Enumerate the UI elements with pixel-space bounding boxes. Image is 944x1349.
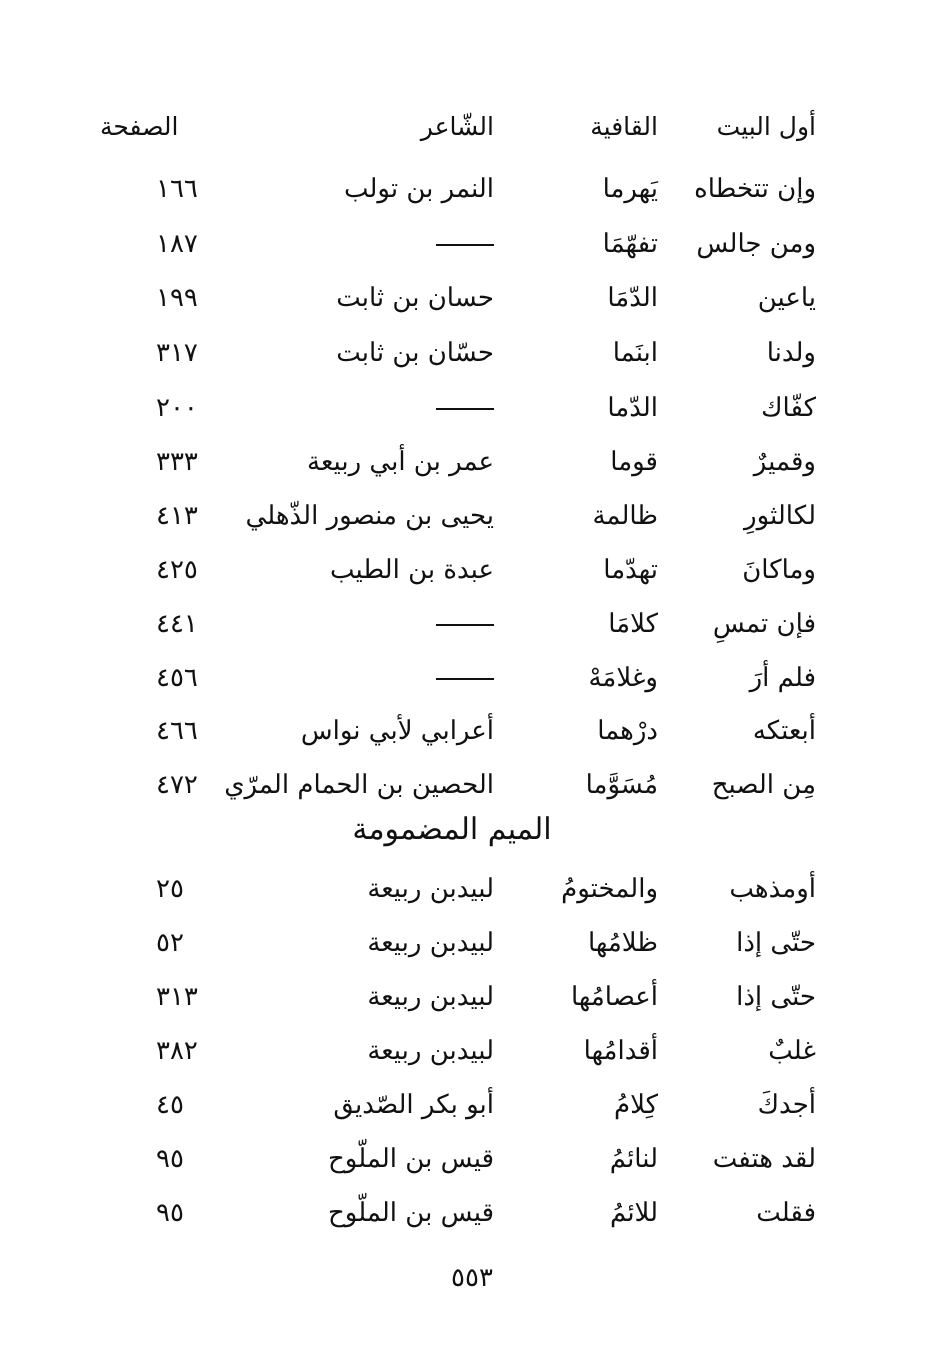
poet-cell: الحصين بن الحمام المرّي (224, 770, 494, 800)
page-cell: ٤٧٢ (156, 770, 198, 800)
header-rhyme: القافية (590, 112, 658, 141)
table-row (0, 1078, 944, 1132)
page-cell: ٤٤١ (156, 609, 198, 639)
table-row (0, 1186, 944, 1240)
first-verse-cell: وإن تتخطاه (694, 174, 816, 204)
page-cell: ٥٢ (156, 928, 184, 958)
table-row (0, 1132, 944, 1186)
rhyme-cell: تفهّمَا (602, 229, 658, 259)
poet-cell: حسّان بن ثابت (336, 338, 494, 368)
page-cell: ٤٦٦ (156, 716, 198, 746)
header-page: الصفحة (100, 112, 179, 141)
table-row (0, 271, 944, 325)
page-cell: ٢٠٠ (156, 393, 198, 423)
rhyme-cell: يَهرما (602, 174, 658, 204)
poet-cell: لبيدبن ربيعة (367, 928, 494, 958)
page-cell: ٣١٧ (156, 338, 198, 368)
page-cell: ١٦٦ (156, 174, 198, 204)
first-verse-cell: ومن جالس (696, 229, 816, 259)
rhyme-cell: والمختومُ (561, 874, 658, 904)
table-row (0, 704, 944, 758)
table-row (0, 543, 944, 597)
rhyme-cell: لنائمُ (609, 1144, 658, 1174)
first-verse-cell: حتّى إذا (736, 928, 816, 958)
first-verse-cell: حتّى إذا (736, 982, 816, 1012)
table-row (0, 758, 944, 812)
first-verse-cell: وماكانَ (742, 555, 816, 585)
page-cell: ١٨٧ (156, 229, 198, 259)
table-header (0, 100, 944, 154)
rhyme-cell: الدّمَا (607, 283, 658, 313)
poet-cell: لبيدبن ربيعة (367, 874, 494, 904)
first-verse-cell: مِن الصبح (711, 770, 816, 800)
page-cell: ٤٥٦ (156, 663, 198, 693)
poet-cell: أعرابي لأبي نواس (300, 716, 494, 746)
rhyme-cell: ظالمة (592, 501, 658, 531)
poet-cell: قيس بن الملّوح (328, 1198, 494, 1228)
header-first-verse: أول البيت (716, 112, 816, 141)
page-number: ٥٥٣ (451, 1263, 493, 1293)
rhyme-cell: الدّما (607, 393, 658, 423)
rhyme-cell: قوما (610, 447, 658, 477)
poet-dash (436, 651, 494, 705)
table-row (0, 916, 944, 970)
first-verse-cell: لكالثورِ (744, 501, 816, 531)
first-verse-cell: ولدنا (766, 338, 816, 368)
section-title (0, 806, 944, 854)
page-cell: ٤٥ (156, 1090, 184, 1120)
header-poet: الشّاعر (420, 112, 494, 141)
rhyme-cell: كلامَا (608, 609, 658, 639)
poet-cell: لبيدبن ربيعة (367, 982, 494, 1012)
poet-dash (436, 217, 494, 271)
page-cell: ٣١٣ (156, 982, 198, 1012)
page-cell: ٤١٣ (156, 501, 198, 531)
page-cell: ٤٢٥ (156, 555, 198, 585)
poet-cell: النمر بن تولب (343, 174, 494, 204)
page-cell: ٩٥ (156, 1198, 184, 1228)
table-row (0, 651, 944, 705)
rhyme-cell: ابنَما (612, 338, 658, 368)
poet-cell: لبيدبن ربيعة (367, 1036, 494, 1066)
poet-dash (436, 381, 494, 435)
rhyme-cell: تهدّما (603, 555, 658, 585)
page-cell: ١٩٩ (156, 283, 198, 313)
rhyme-cell: مُسَوَّما (585, 770, 658, 800)
rhyme-cell: كِلامُ (614, 1090, 658, 1120)
first-verse-cell: أبعتكه (752, 716, 816, 746)
first-verse-cell: كفّاك (761, 393, 816, 423)
table-row (0, 1024, 944, 1078)
table-row (0, 162, 944, 216)
poet-cell: حسان بن ثابت (336, 283, 494, 313)
table-row (0, 970, 944, 1024)
first-verse-cell: أومذهب (729, 874, 816, 904)
first-verse-cell: أجدكَ (757, 1090, 816, 1120)
table-row (0, 597, 944, 651)
poet-cell: قيس بن الملّوح (328, 1144, 494, 1174)
first-verse-cell: غلبٌ (768, 1036, 816, 1066)
table-row (0, 862, 944, 916)
page-cell: ٣٣٣ (156, 447, 198, 477)
rhyme-cell: ظلامُها (587, 928, 658, 958)
rhyme-cell: للائمُ (610, 1198, 658, 1228)
page-cell: ٢٥ (156, 874, 184, 904)
rhyme-cell: درْهما (597, 716, 658, 746)
poet-dash (436, 597, 494, 651)
first-verse-cell: فلم أرَ (749, 663, 816, 693)
table-row (0, 326, 944, 380)
poet-cell: عمر بن أبي ربيعة (307, 447, 494, 477)
first-verse-cell: وقميرٌ (753, 447, 816, 477)
table-row (0, 435, 944, 489)
rhyme-cell: أقدامُها (583, 1036, 658, 1066)
rhyme-cell: أعصامُها (570, 982, 658, 1012)
table-row (0, 489, 944, 543)
poet-cell: عبدة بن الطيب (329, 555, 494, 585)
rhyme-cell: وغلامَهْ (588, 663, 658, 693)
poet-cell: أبو بكر الصّديق (333, 1090, 494, 1120)
page-cell: ٣٨٢ (156, 1036, 198, 1066)
poet-cell: يحيى بن منصور الذّهلي (245, 501, 494, 531)
table-row (0, 381, 944, 435)
first-verse-cell: فإن تمسِ (712, 609, 816, 639)
first-verse-cell: ياعين (757, 283, 816, 313)
first-verse-cell: لقد هتفت (712, 1144, 816, 1174)
first-verse-cell: فقلت (756, 1198, 816, 1228)
section-title-text: الميم المضمومة (352, 812, 552, 847)
table-row (0, 217, 944, 271)
page-cell: ٩٥ (156, 1144, 184, 1174)
